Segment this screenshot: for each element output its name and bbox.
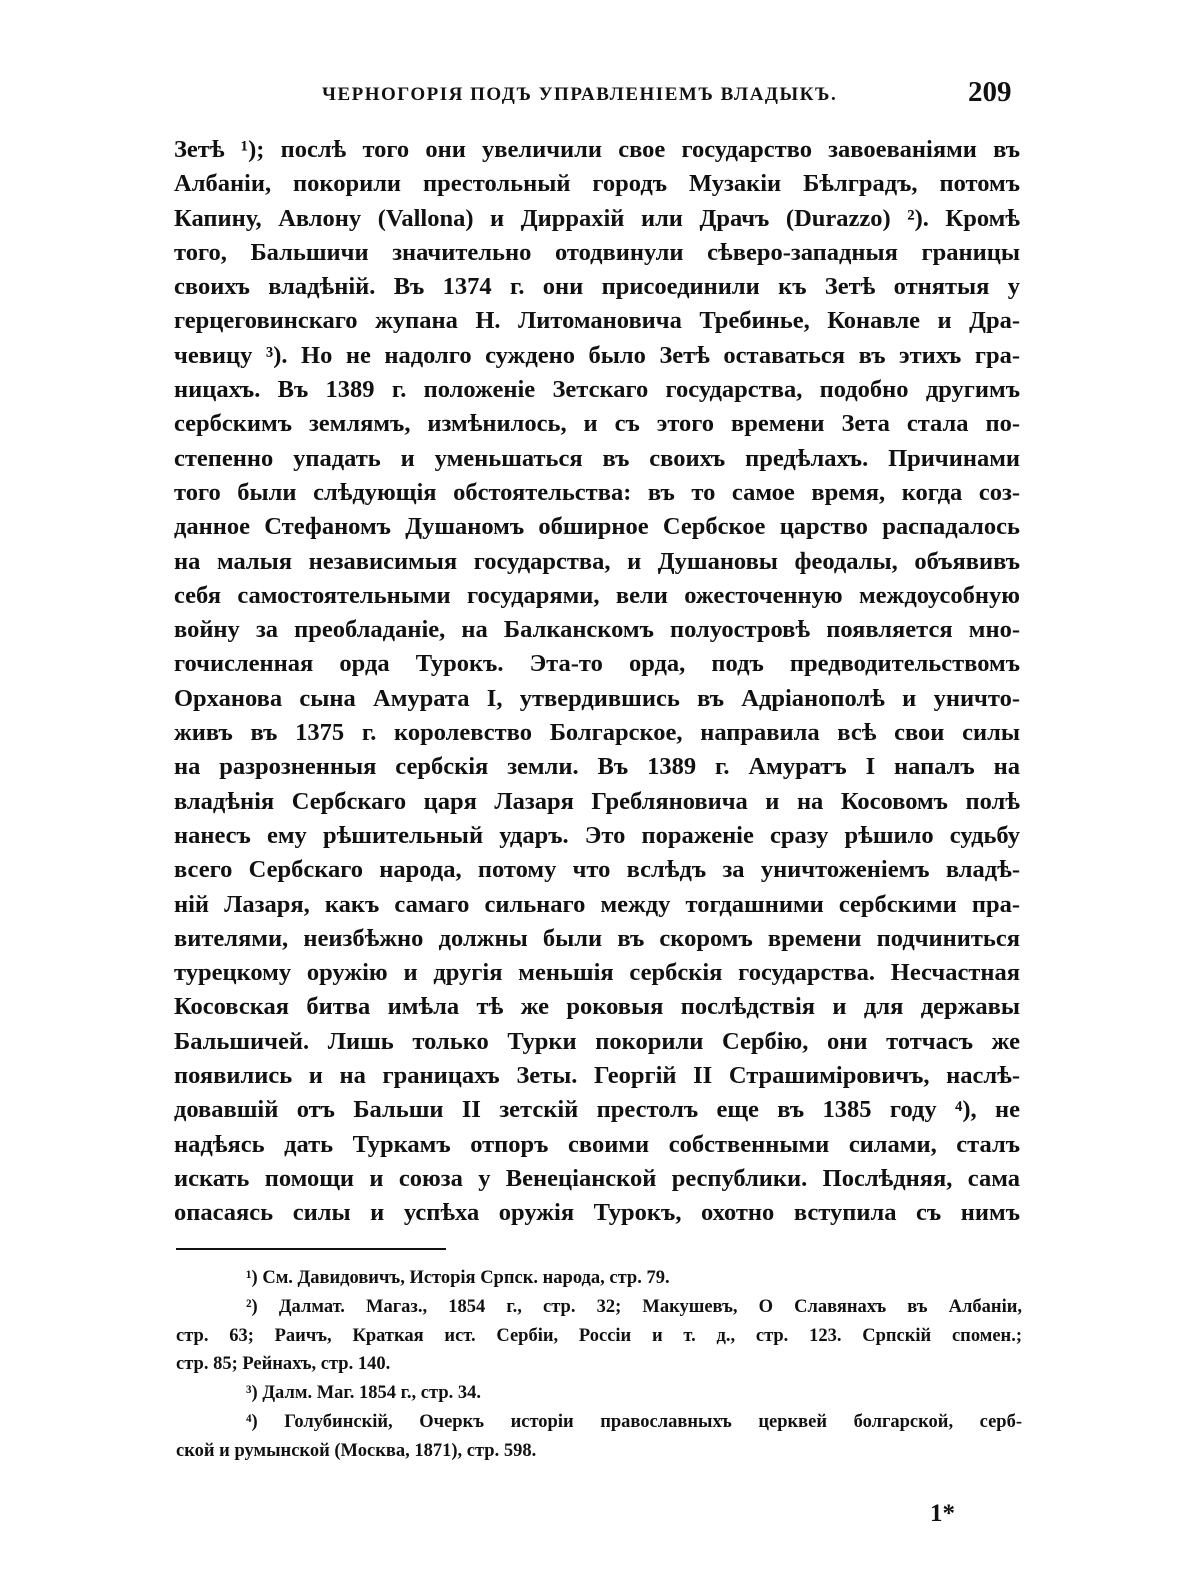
signature-mark: 1* bbox=[930, 1500, 955, 1527]
text-line: своихъ владѣній. Въ 1374 г. они присоединили къ Зетѣ отнятыя у bbox=[174, 273, 1020, 301]
text-line: того были слѣдующія обстоятельства: въ то самое время, когда соз- bbox=[174, 478, 1020, 506]
text-line: турецкому оружію и другія меньшія сербскія государства. Несчастная bbox=[174, 959, 1020, 987]
text-line: ній Лазаря, какъ самаго сильнаго между тогдашними сербскими пра- bbox=[174, 890, 1020, 918]
text-line: того, Бальшичи значительно отодвинули сѣверо-западныя границы bbox=[174, 238, 1020, 266]
text-line: довавшій отъ Бальши II зетскій престолъ еще въ 1385 году ⁴), не bbox=[174, 1096, 1020, 1124]
page-number: 209 bbox=[968, 76, 1012, 108]
text-line: себя самостоятельными государями, вели ожесточенную междоусобную bbox=[174, 581, 1020, 609]
text-line: данное Стефаномъ Душаномъ обширное Сербское царство распадалось bbox=[174, 513, 1020, 541]
text-line: владѣнія Сербскаго царя Лазаря Гребляновича и на Косовомъ полѣ bbox=[174, 787, 1020, 815]
text-line: вителями, неизбѣжно должны были въ скоромъ времени подчиниться bbox=[174, 924, 1020, 952]
footnote: ³) Далм. Маг. 1854 г., стр. 34. bbox=[246, 1383, 481, 1404]
text-line: чевицу ³). Но не надолго суждено было Зетѣ оставаться въ этихъ гра- bbox=[174, 341, 1020, 369]
text-line: герцеговинскаго жупана Н. Литомановича Требинье, Конавле и Дра- bbox=[174, 307, 1020, 335]
text-line: ницахъ. Въ 1389 г. положеніе Зетскаго государства, подобно другимъ bbox=[174, 376, 1020, 404]
footnote: ⁴) Голубинскій, Очеркъ исторіи православныхъ церквей болгарской, серб- bbox=[246, 1411, 1022, 1432]
text-line: надѣясь дать Туркамъ отпоръ своими собственными силами, сталъ bbox=[174, 1130, 1020, 1158]
text-line: Бальшичей. Лишь только Турки покорили Сербію, они тотчасъ же bbox=[174, 1027, 1020, 1055]
text-line: Косовская битва имѣла тѣ же роковыя послѣдствія и для державы bbox=[174, 993, 1020, 1021]
footnote-continuation: стр. 85; Рейнахъ, стр. 140. bbox=[176, 1354, 391, 1375]
text-line: Капину, Авлону (Vallona) и Диррахій или Драчъ (Durazzo) ²). Кромѣ bbox=[174, 204, 1020, 232]
text-line: всего Сербскаго народа, потому что вслѣдъ за уничтоженіемъ владѣ- bbox=[174, 856, 1020, 884]
text-line: живъ въ 1375 г. королевство Болгарское, направила всѣ свои силы bbox=[174, 719, 1020, 747]
body-text bbox=[174, 133, 1020, 1231]
text-line: искать помощи и союза у Венеціанской республики. Послѣдняя, сама bbox=[174, 1164, 1020, 1192]
text-line: появились и на границахъ Зеты. Георгій II Страшиміровичъ, наслѣ- bbox=[174, 1062, 1020, 1090]
text-line: степенно упадать и уменьшаться въ своихъ предѣлахъ. Причинами bbox=[174, 444, 1020, 472]
footnotes bbox=[176, 1264, 1022, 1466]
footnote-continuation: ской и румынской (Москва, 1871), стр. 598. bbox=[176, 1440, 537, 1461]
text-line: опасаясь силы и успѣха оружія Турокъ, охотно вступила съ нимъ bbox=[174, 1199, 1020, 1227]
footnote-continuation: стр. 63; Раичъ, Краткая ист. Сербіи, Россіи и т. д., стр. 123. Српскій спомен.; bbox=[176, 1325, 1022, 1346]
text-line: на малыя независимыя государства, и Душановы феодалы, объявивъ bbox=[174, 547, 1020, 575]
footnote-divider bbox=[176, 1248, 446, 1250]
text-line: войну за преобладаніе, на Балканскомъ полуостровѣ появляется мно- bbox=[174, 616, 1020, 644]
footnote: ¹) См. Давидовичъ, Исторія Српск. народа, стр. 79. bbox=[246, 1268, 670, 1288]
text-line: сербскимъ землямъ, измѣнилось, и съ этого времени Зета стала по- bbox=[174, 410, 1020, 438]
running-title: ЧЕРНОГОРІЯ ПОДЪ УПРАВЛЕНІЕМЪ ВЛАДЫКЪ. bbox=[322, 84, 838, 105]
text-line: нанесъ ему рѣшительный ударъ. Это пораженіе сразу рѣшило судьбу bbox=[174, 821, 1020, 849]
text-line: Орханова сына Амурата I, утвердившись въ Адріанополѣ и уничто- bbox=[174, 684, 1020, 712]
text-line: Зетѣ ¹); послѣ того они увеличили свое государство завоеваніями въ bbox=[174, 136, 1020, 163]
footnote: ²) Далмат. Магаз., 1854 г., стр. 32; Макушевъ, О Славянахъ въ Албаніи, bbox=[246, 1296, 1022, 1317]
text-line: гочисленная орда Турокъ. Эта-то орда, подъ предводительствомъ bbox=[174, 650, 1020, 678]
text-line: Албаніи, покорили престольный городъ Музакіи Бѣлградъ, потомъ bbox=[174, 170, 1020, 198]
text-line: на разрозненныя сербскія земли. Въ 1389 г. Амуратъ I напалъ на bbox=[174, 753, 1020, 781]
